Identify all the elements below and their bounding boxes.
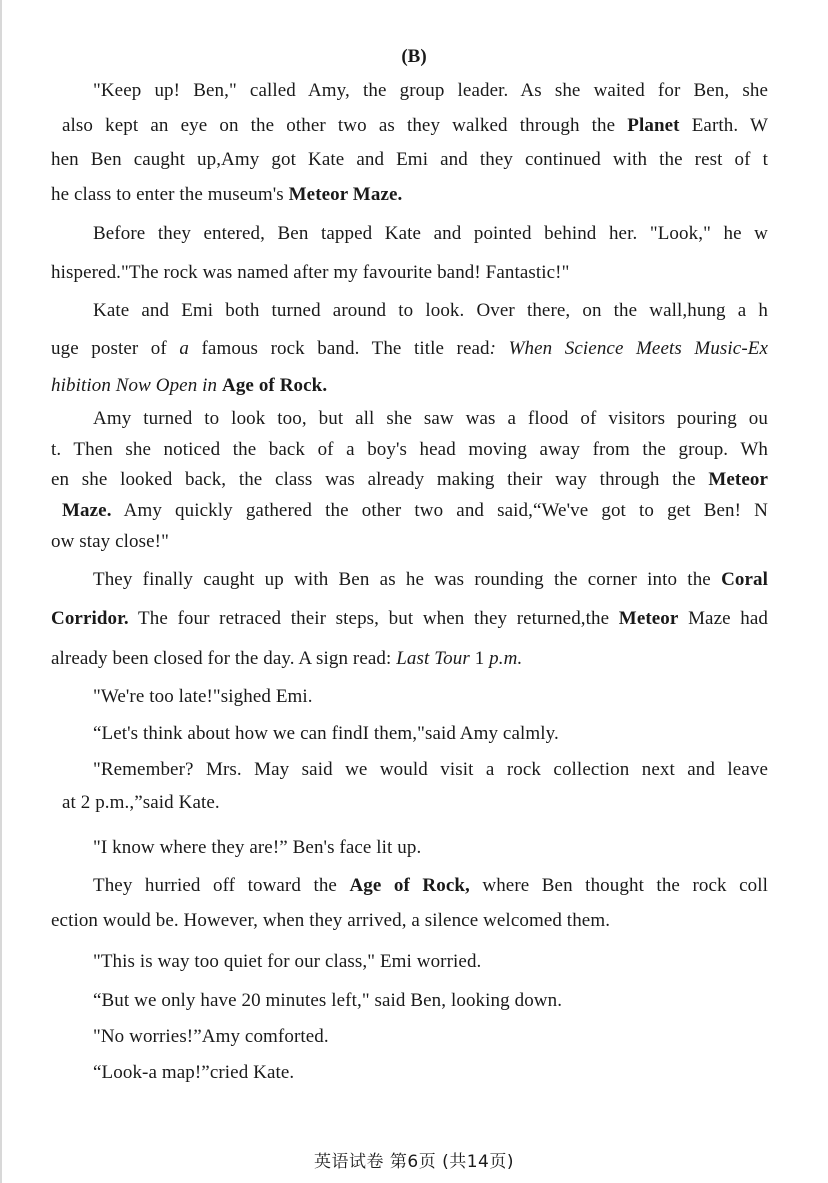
italic-text: p.m.: [489, 648, 523, 669]
bold-term: Planet: [627, 115, 680, 136]
passage-line: [93, 1025, 329, 1049]
text-run: “Look-a map!”cried Kate.: [93, 1062, 295, 1083]
text-run: "Remember? Mrs. May said we would visit a rock collection next and leave: [93, 759, 768, 780]
text-run: The four retraced their steps, but when they returned,the: [128, 608, 619, 629]
page-footer: 英语试卷 第6页 (共14页): [313, 1152, 515, 1172]
passage-line: [62, 791, 220, 815]
text-run: Amy turned to look too, but all she saw was a flood of visitors pouring ou: [93, 408, 768, 429]
text-run: en she looked back, the class was already making their way through the: [51, 469, 709, 490]
passage-line: [51, 183, 402, 207]
passage-line: [51, 438, 768, 462]
passage-line: [93, 722, 559, 746]
bold-term: Corridor.: [51, 608, 129, 629]
text-run: "Keep up! Ben," called Amy, the group leader. As she waited for Ben, she: [93, 80, 768, 101]
passage-line: [51, 647, 522, 671]
passage-line: [51, 530, 169, 554]
text-run: where Ben thought the rock coll: [469, 875, 768, 896]
passage-line: [51, 468, 768, 492]
text-run: Before they entered, Ben tapped Kate and pointed behind her. "Look," he w: [93, 223, 768, 244]
passage-line: [51, 909, 610, 933]
italic-text: a: [179, 338, 189, 359]
text-run: at 2 p.m.,”said Kate.: [62, 792, 220, 813]
passage-line: [93, 407, 768, 431]
page-edge: [0, 0, 2, 1183]
passage-line: [93, 836, 421, 860]
text-run: They finally caught up with Ben as he was rounding the corner into the: [93, 569, 722, 590]
passage-line: [93, 1061, 294, 1085]
text-run: Kate and Emi both turned around to look. Over there, on the wall,hung a h: [93, 300, 768, 321]
text-run: hispered."The rock was named after my favourite band! Fantastic!": [51, 262, 570, 283]
italic-text: : When Science Meets Music-Ex: [489, 338, 768, 359]
text-run: he class to enter the museum's: [51, 184, 289, 205]
text-run: 1: [469, 648, 490, 669]
passage-line: [93, 989, 562, 1013]
text-run: They hurried off toward the: [93, 875, 350, 896]
text-run: hen Ben caught up,Amy got Kate and Emi and they continued with the rest of t: [51, 149, 768, 170]
passage-line: [51, 374, 327, 398]
bold-term: Age of Rock.: [222, 375, 328, 396]
passage-line: [93, 79, 768, 103]
bold-term: Meteor: [708, 469, 768, 490]
passage-line: [51, 261, 569, 285]
text-run: “Let's think about how we can findI them,"said Amy calmly.: [93, 723, 559, 744]
passage-line: [93, 758, 768, 782]
bold-term: Maze.: [62, 500, 112, 521]
text-run: t. Then she noticed the back of a boy's head moving away from the group. Wh: [51, 439, 768, 460]
passage-line: [93, 568, 768, 592]
italic-text: Last Tour: [396, 648, 470, 669]
section-heading: (B): [401, 46, 427, 67]
italic-text: hibition Now Open in: [51, 375, 218, 396]
text-run: "We're too late!"sighed Emi.: [93, 686, 313, 707]
text-run: "I know where they are!” Ben's face lit up.: [93, 837, 422, 858]
passage-line: [62, 499, 768, 523]
bold-term: Age of Rock,: [349, 875, 470, 896]
passage-line: [51, 337, 768, 361]
text-run: "This is way too quiet for our class," Emi worried.: [93, 951, 482, 972]
passage-line: [51, 607, 768, 631]
passage-line: [93, 950, 481, 974]
passage-line: [93, 874, 768, 898]
text-run: ection would be. However, when they arrived, a silence welcomed them.: [51, 910, 611, 931]
text-run: Amy quickly gathered the other two and said,“We've got to get Ben! N: [111, 500, 768, 521]
text-run: ow stay close!": [51, 531, 169, 552]
text-run: Maze had: [678, 608, 769, 629]
text-run: already been closed for the day. A sign read:: [51, 648, 397, 669]
passage-line: [93, 299, 768, 323]
passage-line: [93, 685, 313, 709]
bold-term: Coral: [721, 569, 768, 590]
text-run: Earth. W: [679, 115, 768, 136]
text-run: uge poster of: [51, 338, 180, 359]
passage-line: [51, 148, 768, 172]
text-run: famous rock band. The title read: [188, 338, 490, 359]
text-run: “But we only have 20 minutes left," said Ben, looking down.: [93, 990, 563, 1011]
passage-line: [93, 222, 768, 246]
text-run: "No worries!”Amy comforted.: [93, 1026, 329, 1047]
bold-term: Meteor: [618, 608, 679, 629]
bold-term: Meteor Maze.: [288, 184, 403, 205]
text-run: also kept an eye on the other two as they walked through the: [62, 115, 628, 136]
passage-line: [62, 114, 768, 138]
